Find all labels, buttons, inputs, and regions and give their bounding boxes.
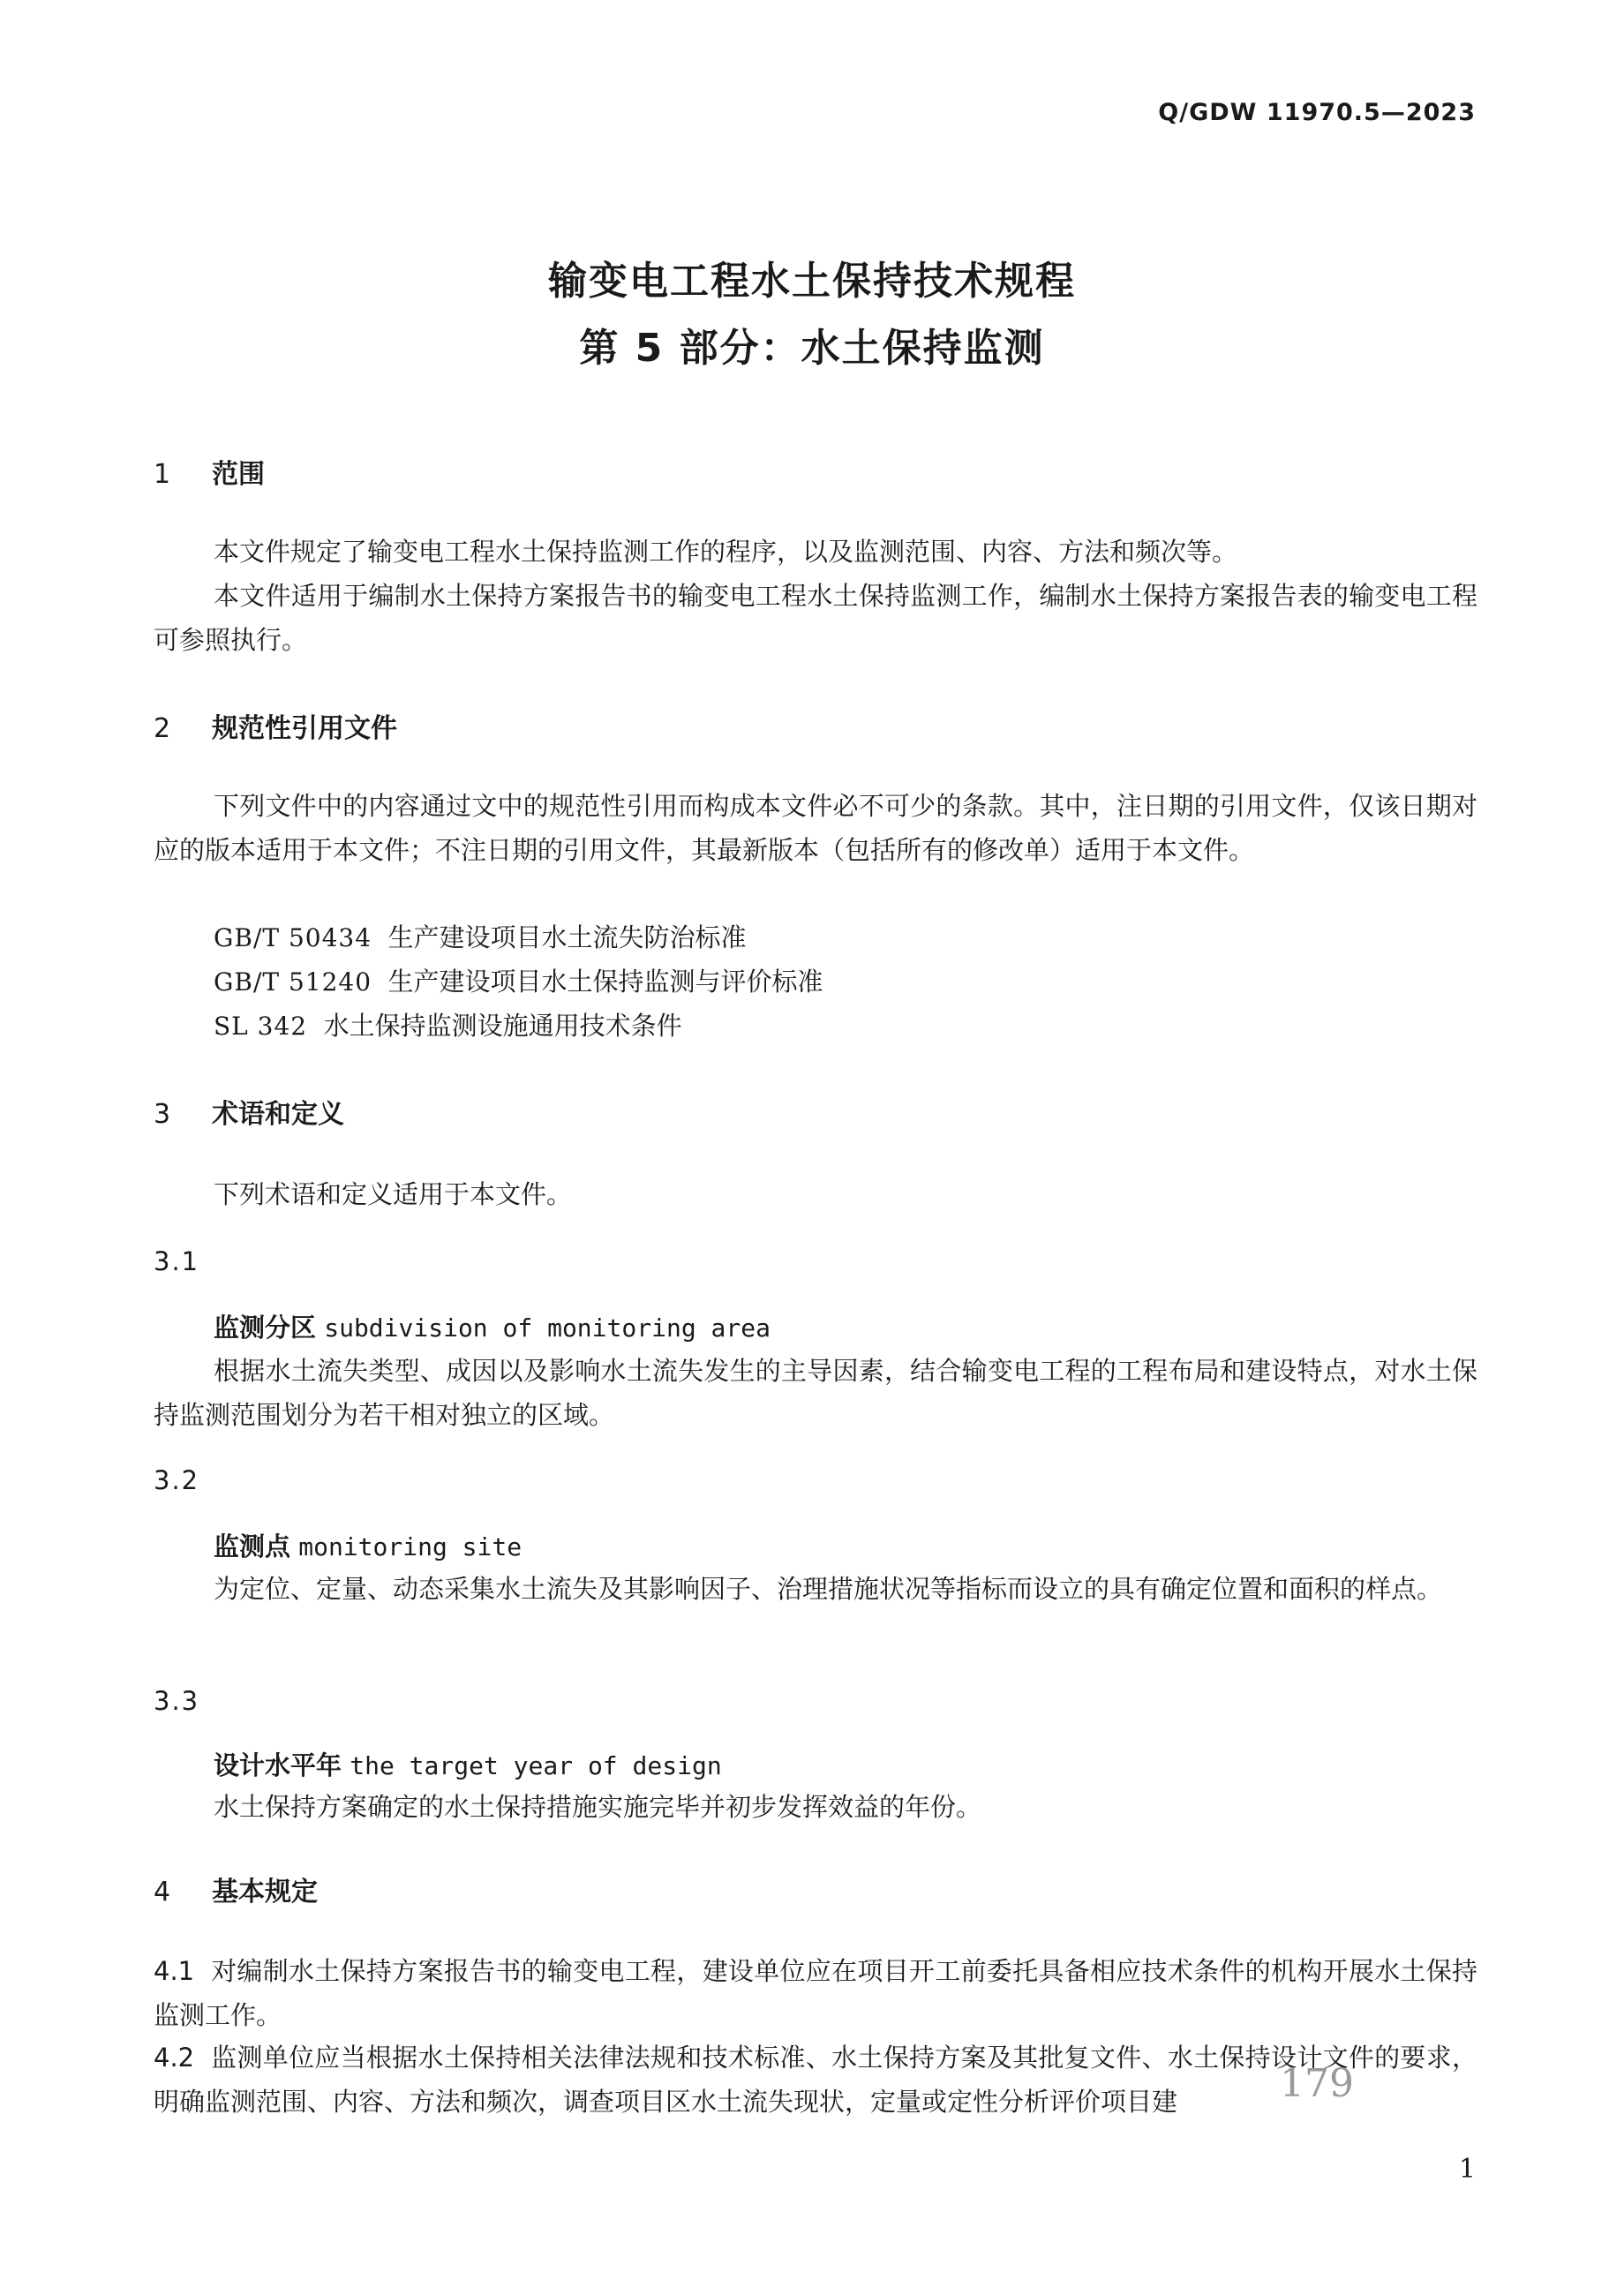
term-en: the target year of design — [350, 1751, 722, 1780]
section-number: 2 — [154, 713, 171, 744]
term-number: 3.1 — [154, 1246, 200, 1276]
reference-code: SL 342 — [214, 1012, 308, 1041]
section-number: 4 — [154, 1877, 171, 1907]
section-heading-1 — [154, 452, 265, 491]
term-number: 3.3 — [154, 1686, 200, 1716]
reference-item — [214, 1006, 682, 1042]
reference-item — [214, 962, 823, 998]
term-zh: 监测点 — [214, 1531, 291, 1561]
clause — [154, 2035, 1477, 2124]
term-number: 3.2 — [154, 1465, 200, 1495]
reference-code: GB/T 50434 — [214, 923, 372, 952]
section-heading-2 — [154, 706, 397, 745]
page-number: 1 — [1458, 2154, 1476, 2185]
paragraph: 本文件适用于编制水土保持方案报告书的输变电工程水土保持监测工作，编制水土保持方案报告表的输变电工程可参照执行。 — [154, 581, 1477, 655]
term-title — [214, 1746, 722, 1782]
clause-number: 4.2 — [154, 2043, 195, 2073]
term-title — [214, 1308, 771, 1344]
clause — [154, 1949, 1477, 2037]
term-definition: 根据水土流失类型、成因以及影响水土流失发生的主导因素，结合输变电工程的工程布局和建设特点，对水土保持监测范围划分为若干相对独立的区域。 — [154, 1356, 1477, 1430]
section-title: 规范性引用文件 — [212, 713, 397, 744]
clause-text: 对编制水土保持方案报告书的输变电工程，建设单位应在项目开工前委托具备相应技术条件的机构开展水土保持监测工作。 — [154, 1956, 1477, 2030]
section-number: 1 — [154, 459, 171, 490]
term-title — [214, 1527, 522, 1563]
reference-item — [214, 918, 746, 954]
standard-number: Q/GDW 11970.5—2023 — [1158, 99, 1476, 126]
reference-name: 生产建设项目水土保持监测与评价标准 — [387, 967, 823, 997]
section-number: 3 — [154, 1099, 171, 1130]
document-title: 输变电工程水土保持技术规程 — [548, 259, 1076, 304]
term-definition: 水土保持方案确定的水土保持措施实施完毕并初步发挥效益的年份。 — [214, 1792, 982, 1822]
paragraph: 本文件规定了输变电工程水土保持监测工作的程序，以及监测范围、内容、方法和频次等。 — [214, 537, 1238, 567]
term-en: subdivision of monitoring area — [324, 1313, 771, 1343]
reference-name: 生产建设项目水土流失防治标准 — [387, 922, 747, 952]
term-zh: 设计水平年 — [214, 1750, 342, 1780]
paragraph: 下列文件中的内容通过文中的规范性引用而构成本文件必不可少的条款。其中，注日期的引用文件，仅该日期对应的版本适用于本文件；不注日期的引用文件，其最新版本（包括所有的修改单）适用于本文件。 — [154, 791, 1477, 865]
term-definition: 为定位、定量、动态采集水土流失及其影响因子、治理措施状况等指标而设立的具有确定位置和面积的样点。 — [214, 1574, 1443, 1604]
term-en: monitoring site — [298, 1532, 523, 1561]
section-title: 术语和定义 — [212, 1099, 344, 1130]
clause-text: 监测单位应当根据水土保持相关法律法规和技术标准、水土保持方案及其批复文件、水土保持设计文件的要求，明确监测范围、内容、方法和频次，调查项目区水土流失现状，定量或定性分析评价项目建 — [154, 2043, 1477, 2117]
reference-name: 水土保持监测设施通用技术条件 — [323, 1011, 682, 1041]
overlay-page-number: 179 — [1280, 2061, 1354, 2106]
section-heading-3 — [154, 1092, 344, 1131]
reference-code: GB/T 51240 — [214, 967, 372, 997]
document-subtitle: 第 5 部分：水土保持监测 — [579, 326, 1045, 371]
term-zh: 监测分区 — [214, 1313, 317, 1343]
section-heading-4 — [154, 1870, 318, 1908]
paragraph: 下列术语和定义适用于本文件。 — [214, 1179, 573, 1209]
clause-number: 4.1 — [154, 1956, 195, 1986]
section-title: 范围 — [212, 459, 265, 490]
section-title: 基本规定 — [212, 1877, 318, 1907]
